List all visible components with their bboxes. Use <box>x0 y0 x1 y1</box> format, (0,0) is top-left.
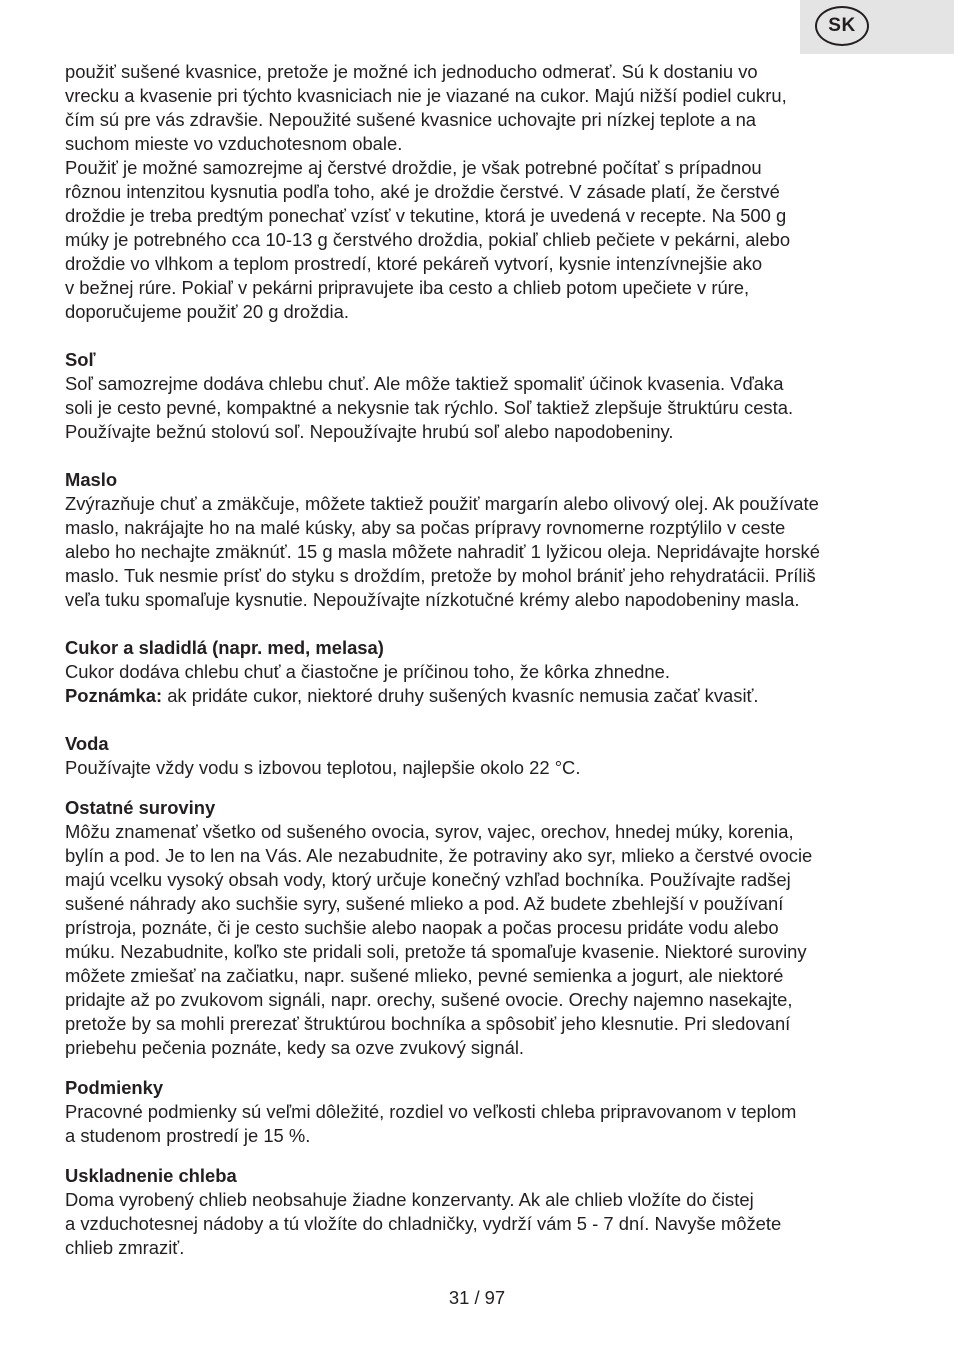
page-number: 31 / 97 <box>448 1287 506 1308</box>
section-voda <box>65 732 895 780</box>
section-heading: Voda <box>65 733 109 754</box>
section-heading: Cukor a sladidlá (napr. med, melasa) <box>65 637 384 658</box>
section-body: Používajte vždy vodu s izbovou teplotou, najlepšie okolo 22 °C. <box>65 757 581 778</box>
section-ostatne-suroviny <box>65 796 895 1060</box>
section-maslo <box>65 468 895 612</box>
section-heading: Uskladnenie chleba <box>65 1165 237 1186</box>
page-content <box>65 60 895 1260</box>
intro-paragraph-1: použiť sušené kvasnice, pretože je možné ich jednoducho odmerať. Sú k dostaniu vo vrecku a kvasenie pri týchto kvasniciach nie je viazané na cukor. Majú nižší podiel cukru, čím sú pre vás zdravšie. Nepoužité sušené kvasnice uchovajte pri nízkej teplote a na suchom mieste vo vzduchotesnom obale. <box>65 61 787 154</box>
section-heading: Ostatné suroviny <box>65 797 216 818</box>
note <box>65 684 895 708</box>
section-body: Doma vyrobený chlieb neobsahuje žiadne konzervanty. Ak ale chlieb vložíte do čistej a vzduchotesnej nádoby a tú vložíte do chladničky, vydrží vám 5 - 7 dní. Navyše môžete chlieb zmraziť. <box>65 1189 782 1258</box>
intro-paragraph-2: Použiť je možné samozrejme aj čerstvé droždie, je však potrebné počítať s prípadnou rôznou intenzitou kysnutia podľa toho, aké je droždie čerstvé. V zásade platí, že čerstvé droždie je treba predtým ponechať vzísť v tekutine, ktorá je uvedená v recepte. Na 500 g múky je potrebného cca 10-13 g čerstvého droždia, pokiaľ chlieb pečiete v pekárni, alebo droždie vo vlhkom a teplom prostredí, ktoré pekáreň vytvorí, kysnie intenzívnejšie ako v bežnej rúre. Pokiaľ v pekárni pripravujete iba cesto a chlieb potom upečiete v rúre, doporučujeme použiť 20 g droždia. <box>65 157 791 322</box>
section-cukor <box>65 636 895 708</box>
note-text: ak pridáte cukor, niektoré druhy sušených kvasníc nemusia začať kvasiť. <box>162 685 759 706</box>
section-podmienky <box>65 1076 895 1148</box>
section-body: Soľ samozrejme dodáva chlebu chuť. Ale môže taktiež spomaliť účinok kvasenia. Vďaka soli je cesto pevné, kompaktné a nekysnie tak rýchlo. Soľ taktiež zlepšuje štruktúru cesta. Používajte bežnú stolovú soľ. Nepoužívajte hrubú soľ alebo napodobeniny. <box>65 373 794 442</box>
language-tab <box>800 0 954 54</box>
section-body: Zvýrazňuje chuť a zmäkčuje, môžete taktiež použiť margarín alebo olivový olej. Ak používate maslo, nakrájajte ho na malé kúsky, aby sa počas prípravy rovnomerne rozptýlilo v ceste alebo ho nechajte zmäknúť. 15 g masla môžete nahradiť 1 lyžicou oleja. Nepridávajte horské maslo. Tuk nesmie prísť do styku s droždím, pretože by mohol brániť jeho rehydratácii. Príliš veľa tuku spomaľuje kysnutie. Nepoužívajte nízkotučné krémy alebo napodobeniny masla. <box>65 493 820 610</box>
note-label: Poznámka: <box>65 685 163 706</box>
section-sol <box>65 348 895 444</box>
section-body: Cukor dodáva chlebu chuť a čiastočne je príčinou toho, že kôrka zhnedne. <box>65 661 670 682</box>
section-heading: Podmienky <box>65 1077 164 1098</box>
language-badge: SK <box>815 6 869 46</box>
section-body: Môžu znamenať všetko od sušeného ovocia, syrov, vajec, orechov, hnedej múky, korenia, bylín a pod. Je to len na Vás. Ale nezabudnite, že potraviny ako syr, mlieko a čerstvé ovocie majú vcelku vysoký obsah vody, ktorý určuje konečný vzhľad bochníka. Používajte radšej sušené náhrady ako suchšie syry, sušené mlieko a pod. Až budete zbehlejší v používaní prístroja, poznáte, či je cesto suchšie alebo naopak a počas procesu pridáte vodu alebo múku. Nezabudnite, koľko ste pridali soli, pretože tá spomaľuje kvasenie. Niektoré suroviny môžete zmiešať na začiatku, napr. sušené mlieko, pevné semienka a jogurt, ale niektoré pridajte až po zvukovom signáli, napr. orechy, sušené ovocie. Orechy najemno nasekajte, pretože by sa mohli prerezať štruktúrou bochníka a spôsobiť jeho klesnutie. Pri sledovaní priebehu pečenia poznáte, kedy sa ozve zvukový signál. <box>65 821 813 1058</box>
section-uskladnenie <box>65 1164 895 1260</box>
section-body: Pracovné podmienky sú veľmi dôležité, rozdiel vo veľkosti chleba pripravovanom v teplom a studenom prostredí je 15 %. <box>65 1101 797 1146</box>
section-heading: Maslo <box>65 469 118 490</box>
section-heading: Soľ <box>65 349 96 370</box>
